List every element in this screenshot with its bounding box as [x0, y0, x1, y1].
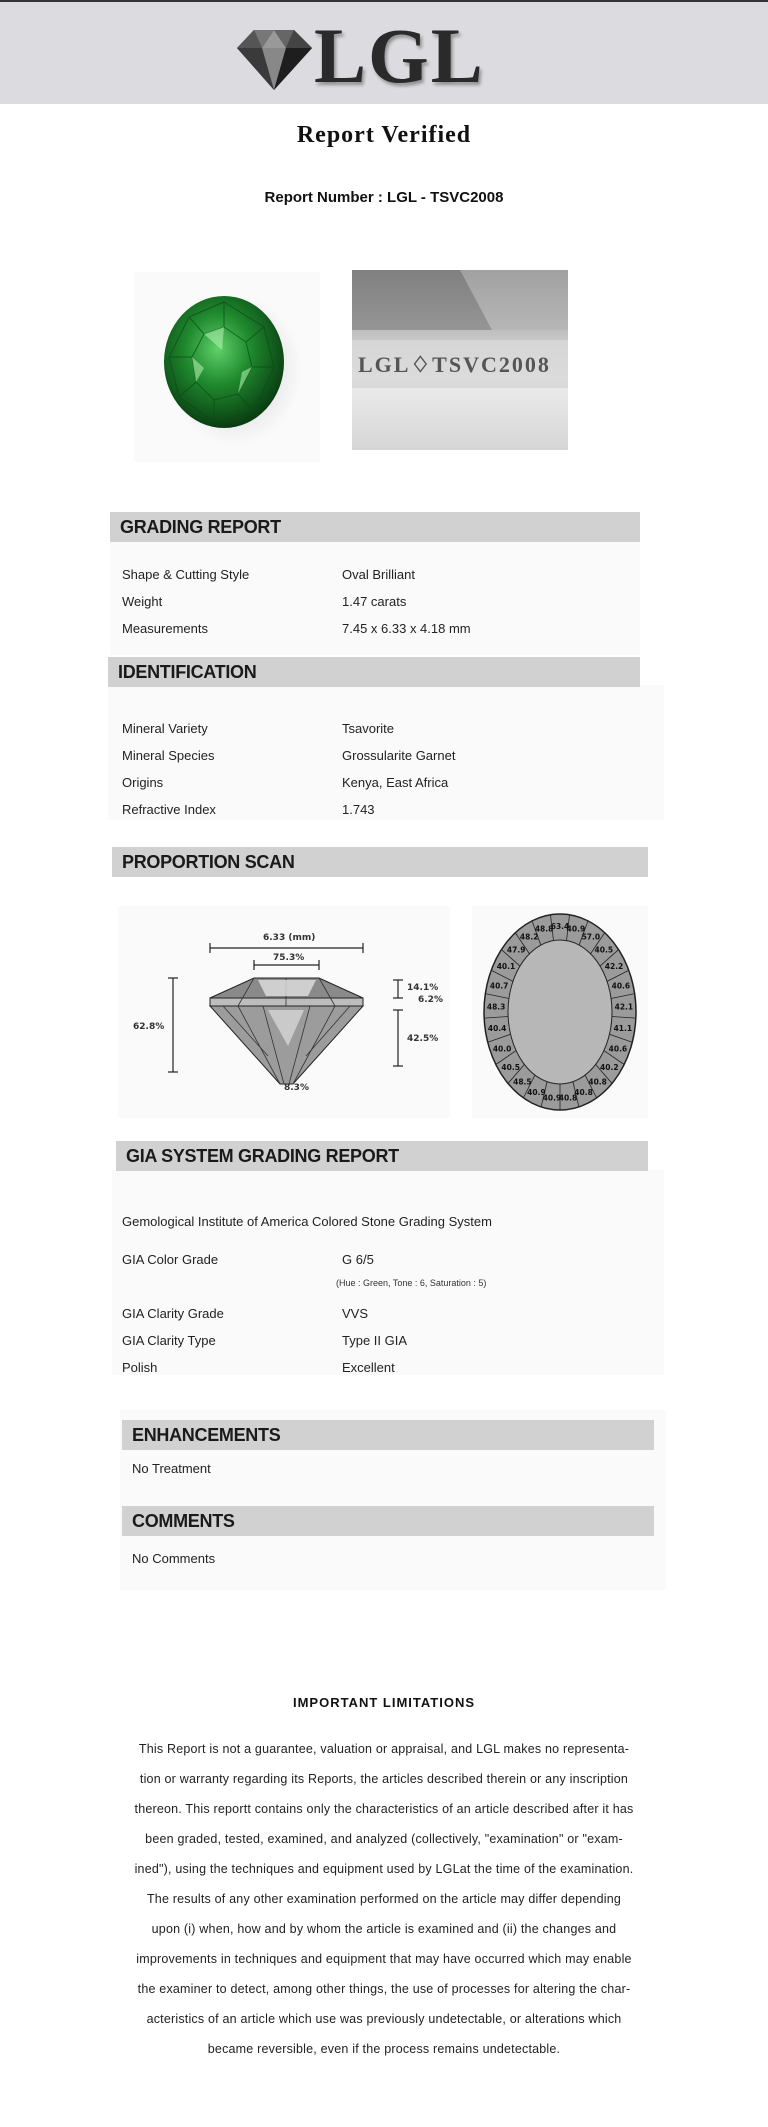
identification-row-value: Kenya, East Africa [342, 775, 449, 790]
top-view-value: 40.1 [496, 961, 516, 971]
gia-color-grade-label: GIA Color Grade [122, 1252, 219, 1267]
grading-row-label: Weight [122, 594, 163, 609]
top-view-value: 40.9 [527, 1087, 546, 1097]
identification-row-value: Tsavorite [342, 721, 395, 736]
limitations-title: IMPORTANT LIMITATIONS [292, 1695, 476, 1710]
width-label: 6.33 (mm) [263, 933, 316, 943]
site-header [0, 2, 768, 104]
grading-row-label: Shape & Cutting Style [122, 567, 250, 582]
top-view-value: 40.9 [566, 924, 586, 934]
gia-subtitle: Gemological Institute of America Colored Stone Grading System [122, 1214, 492, 1229]
top-view-value: 40.4 [487, 1024, 507, 1034]
limitations-line: ined"), using the techniques and equipment used by LGLat the time of the examination. [134, 1862, 634, 1876]
logo-text: LGL [314, 12, 485, 99]
top-view-diagram [472, 906, 648, 1118]
top-view-value: 40.5 [594, 945, 614, 955]
grading-row-label: Measurements [122, 621, 208, 636]
top-view-value: 57.0 [581, 932, 601, 942]
culet-label: 8.3% [284, 1083, 309, 1093]
top-view-value: 48.2 [519, 932, 539, 942]
gia-row-value: VVS [342, 1306, 369, 1321]
depth-label: 62.8% [133, 1022, 165, 1032]
gem-photo [134, 272, 320, 462]
diamond-icon [232, 24, 322, 94]
limitations-line: The results of any other examination performed on the article may differ depending [146, 1892, 622, 1906]
gia-color-grade-value: G 6/5 [342, 1252, 374, 1267]
top-view-value: 40.7 [489, 981, 509, 991]
top-view-value: 42.1 [614, 1002, 634, 1012]
limitations-line: been graded, tested, examined, and analyzed (collectively, "examination" or "exam- [145, 1832, 623, 1846]
identification-row-label: Mineral Species [122, 748, 215, 763]
proportion-scan-bar [112, 847, 648, 877]
limitations-body [118, 1734, 650, 2064]
crown-label: 14.1% [407, 983, 439, 993]
girdle-label: 6.2% [418, 995, 443, 1005]
top-view-value: 48.8 [534, 924, 554, 934]
limitations-line: thereon. This reportt contains only the characteristics of an article described after it has [134, 1802, 634, 1816]
top-view-value: 40.2 [600, 1062, 619, 1072]
identification-title: IDENTIFICATION [118, 662, 257, 682]
enhancements-title: ENHANCEMENTS [132, 1425, 281, 1445]
comments-bar [122, 1506, 654, 1536]
identification-row-label: Mineral Variety [122, 721, 208, 736]
proportion-scan-title: PROPORTION SCAN [122, 852, 295, 872]
top-view-value: 40.9 [542, 1093, 562, 1103]
limitations-line: tion or warranty regarding its Reports, the articles described therein or any inscription [139, 1772, 629, 1786]
lgl-logo[interactable] [232, 12, 492, 99]
gia-row-label: GIA Clarity Grade [122, 1306, 224, 1321]
grading-row-value: 1.47 carats [342, 594, 407, 609]
grading-row-value: 7.45 x 6.33 x 4.18 mm [342, 621, 471, 636]
grading-report-title: GRADING REPORT [120, 517, 281, 537]
top-view-value: 40.6 [611, 981, 631, 991]
identification-row-label: Refractive Index [122, 802, 216, 817]
identification-row-value: Grossularite Garnet [342, 748, 456, 763]
inscription-text: LGL♢TSVC2008 [358, 352, 551, 377]
identification-row-value: 1.743 [342, 802, 375, 817]
inscription-photo [352, 270, 568, 450]
top-view-value: 47.9 [506, 945, 526, 955]
top-view-value: 48.3 [486, 1002, 506, 1012]
top-view-value: 48.5 [513, 1077, 532, 1087]
limitations-line: became reversible, even if the process remains undetectable. [207, 2042, 561, 2056]
limitations-line: This Report is not a guarantee, valuation or appraisal, and LGL makes no representa- [138, 1742, 630, 1756]
gia-row-label: GIA Clarity Type [122, 1333, 216, 1348]
gia-system-title: GIA SYSTEM GRADING REPORT [126, 1146, 399, 1166]
gia-row-value: Excellent [342, 1360, 395, 1375]
gia-color-grade-note: (Hue : Green, Tone : 6, Saturation : 5) [336, 1278, 487, 1288]
profile-diagram [118, 906, 450, 1118]
comments-text: No Comments [132, 1551, 216, 1566]
enhancements-text: No Treatment [132, 1461, 211, 1476]
comments-title: COMMENTS [132, 1511, 235, 1531]
grading-row-value: Oval Brilliant [342, 567, 415, 582]
top-view-value: 40.5 [501, 1062, 520, 1072]
pavilion-label: 42.5% [407, 1034, 439, 1044]
top-view-value: 42.2 [604, 961, 624, 971]
gia-system-bar [116, 1141, 648, 1171]
table-label: 75.3% [273, 953, 305, 963]
identification-row-label: Origins [122, 775, 164, 790]
report-number: Report Number : LGL - TSVC2008 [264, 189, 504, 206]
gia-row-value: Type II GIA [342, 1333, 408, 1348]
enhancements-bar [122, 1420, 654, 1450]
top-view-value: 40.0 [492, 1044, 512, 1054]
limitations-line: upon (i) when, how and by whom the article is examined and (ii) the changes and [151, 1922, 617, 1936]
top-view-value: 40.8 [574, 1087, 593, 1097]
top-view-value: 40.8 [588, 1077, 607, 1087]
top-view-value: 40.6 [608, 1044, 628, 1054]
page-title: Report Verified [296, 122, 472, 148]
grading-report-bar [110, 512, 640, 542]
limitations-line: improvements in techniques and equipment that may have occurred which may enable [136, 1952, 632, 1966]
top-view-value: 41.1 [613, 1024, 633, 1034]
top-view-value: 63.4 [550, 922, 570, 931]
top-view-value: 40.8 [558, 1093, 578, 1103]
identification-bar [108, 657, 640, 687]
gia-row-label: Polish [122, 1360, 158, 1375]
limitations-line: the examiner to detect, among other things, the use of processes for altering the char- [137, 1982, 631, 1996]
limitations-line: acteristics of an article which use was previously undetectable, or alterations which [146, 2012, 622, 2026]
